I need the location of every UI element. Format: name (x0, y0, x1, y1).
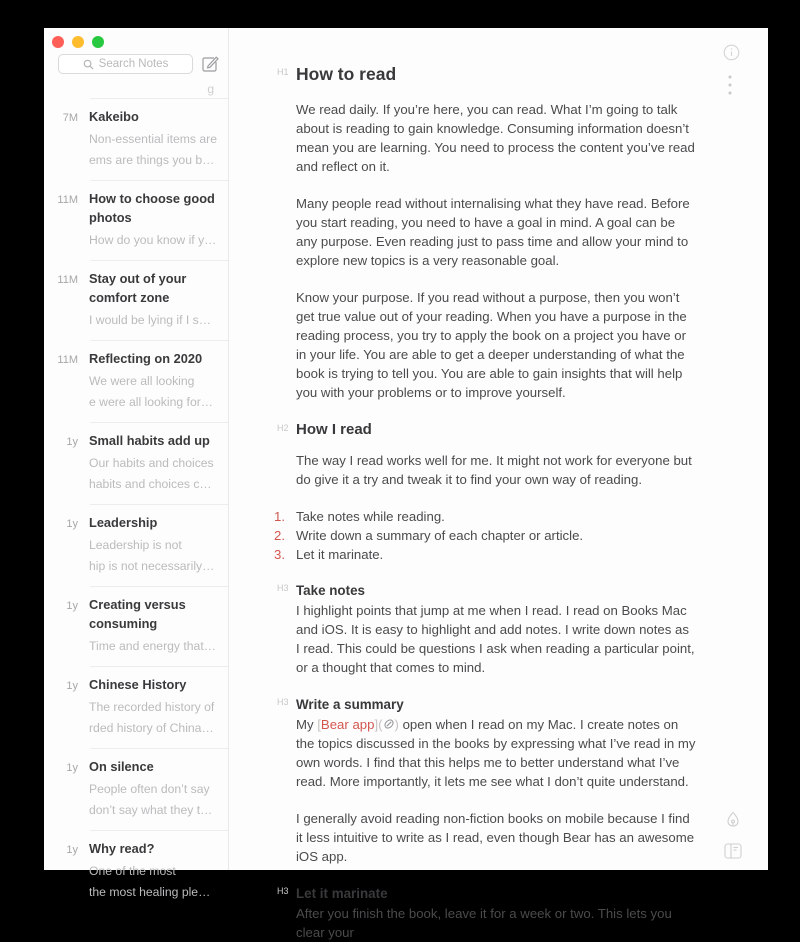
search-input[interactable] (58, 54, 193, 74)
note-list-item[interactable] (44, 505, 228, 586)
compose-icon (200, 54, 220, 74)
heading-marker: H3 (277, 886, 289, 896)
note-list (44, 80, 228, 912)
note-title: Small habits add up (89, 433, 210, 448)
note-title: Chinese History (89, 677, 187, 692)
list-item-number: 3. (274, 547, 285, 562)
note-list-item[interactable] (44, 99, 228, 180)
note-time: 11M (57, 274, 78, 286)
note-title: Kakeibo (89, 109, 139, 124)
search-icon (83, 59, 94, 70)
heading-text: How I read (296, 421, 372, 438)
note-time: 11M (57, 194, 78, 206)
search-placeholder: Search Notes (98, 58, 169, 70)
paragraph-text: My (296, 717, 318, 732)
note-preview: One of the most the most healing ple… (89, 864, 211, 899)
info-icon (723, 44, 740, 61)
minimize-button[interactable] (72, 36, 84, 48)
note-title: Stay out of your comfort zone (89, 271, 187, 305)
note-title: Why read? (89, 841, 155, 856)
search-row (58, 54, 220, 74)
note-time: 1y (66, 436, 78, 448)
markdown-bracket: ]( (374, 717, 383, 732)
note-title: Leadership (89, 515, 158, 530)
list-item (274, 545, 696, 564)
compose-button[interactable] (200, 54, 220, 74)
link-icon[interactable] (383, 718, 395, 730)
bear-app-link[interactable]: Bear app (320, 717, 375, 732)
paragraph: I highlight points that jump at me when I read. I read on Books Mac and iOS. It is easy to highlight and add notes. I write down notes as I read. This could be questions I ask when reading a particular point, or a thought that comes to mind. (296, 603, 695, 675)
markdown-bracket: [ (317, 717, 321, 732)
note-time: 1y (66, 518, 78, 530)
note-list-item[interactable] (44, 423, 228, 504)
heading-h3 (277, 695, 696, 714)
note-list-item[interactable] (44, 261, 228, 340)
paragraph: We read daily. If you’re here, you can read. What I’m going to talk about is reading to gain knowledge. Consuming information doesn’t mean you are learning. You need to process the content you’ve read and reflect on it. (296, 102, 695, 174)
heading-h3 (277, 581, 696, 600)
pen-icon (724, 811, 742, 831)
paragraph (296, 715, 696, 791)
paragraph: I generally avoid reading non-fiction books on mobile because I find it less intuitive to write as I read, even though Bear has an awesome iOS app. (296, 811, 695, 864)
note-time: 1y (66, 680, 78, 692)
info-button[interactable] (723, 44, 740, 61)
note-preview: We were all looking e were all looking for… (89, 374, 213, 409)
paragraph-text: open when I read on my Mac. I create notes on the topics discussed in the books by expressing what I’ve read in my own words. I find that this helps me to better understand what I’ve read. More importantly, it lets me see what I don’t quite understand. (296, 717, 696, 789)
list-item (274, 507, 696, 526)
note-time: 1y (66, 844, 78, 856)
note-time: 1y (66, 600, 78, 612)
paragraph: After you finish the book, leave it for a week or two. This lets you clear your (296, 906, 672, 940)
heading-h3 (277, 884, 696, 903)
note-preview: How do you know if y… (89, 233, 217, 247)
note-time: 7M (62, 112, 78, 124)
close-button[interactable] (52, 36, 64, 48)
list-item-number: 2. (274, 528, 285, 543)
note-list-item[interactable] (44, 587, 228, 666)
heading-h2 (277, 420, 696, 440)
window-controls (52, 36, 104, 48)
list-item (274, 526, 696, 545)
ellipsis-icon (727, 74, 733, 96)
note-title: Creating versus consuming (89, 597, 186, 631)
heading-marker: H2 (277, 423, 289, 433)
paragraph: Many people read without internalising what they have read. Before you start reading, you need to have a goal in mind. A goal can be any purpose. Even reading just to pass time and allow your mind to explore new topics is a very reasonable goal. (296, 196, 690, 268)
note-preview: Leadership is not hip is not necessarily… (89, 538, 215, 573)
note-title: Reflecting on 2020 (89, 351, 203, 366)
note-preview: Our habits and choices habits and choices c… (89, 456, 214, 491)
editor[interactable] (229, 28, 768, 940)
heading-marker: H3 (277, 583, 289, 593)
note-list-item[interactable] (44, 181, 228, 260)
note-list-item[interactable] (44, 749, 228, 830)
markdown-bracket: ) (394, 717, 399, 732)
note-time: 11M (57, 354, 78, 366)
note-preview: The recorded history of rded history of China… (89, 700, 215, 735)
note-preview: People often don’t say don’t say what they t… (89, 782, 213, 817)
partial-note-preview: g (207, 82, 214, 96)
note-content[interactable] (274, 62, 696, 942)
heading-marker: H1 (277, 67, 289, 77)
heading-text: Let it marinate (296, 886, 388, 901)
note-title: On silence (89, 759, 154, 774)
note-preview: I would be lying if I s… (89, 313, 211, 327)
editor-mode-button[interactable] (724, 811, 742, 831)
note-list-partial-item[interactable] (44, 80, 228, 98)
zoom-button[interactable] (92, 36, 104, 48)
heading-marker: H3 (277, 697, 289, 707)
heading-text: Write a summary (296, 697, 404, 712)
list-item-text: Let it marinate. (296, 547, 384, 562)
more-options-button[interactable] (727, 74, 733, 96)
note-list-item[interactable] (44, 667, 228, 748)
sidebar (44, 28, 229, 899)
ordered-list (274, 507, 696, 564)
note-preview: Time and energy that… (89, 639, 216, 653)
app-window (44, 28, 768, 940)
heading-text: How to read (296, 64, 397, 84)
list-item-text: Write down a summary of each chapter or article. (296, 528, 584, 543)
list-item-number: 1. (274, 509, 285, 524)
note-time: 1y (66, 762, 78, 774)
paragraph: The way I read works well for me. It might not work for everyone but do give it a try and tweak it to find your own way of reading. (296, 453, 692, 487)
note-title: How to choose good photos (89, 191, 215, 225)
panel-toggle-icon (724, 843, 742, 859)
list-item-text: Take notes while reading. (296, 509, 445, 524)
note-list-item[interactable] (44, 341, 228, 422)
note-preview: Non-essential items are ems are things you b… (89, 132, 218, 167)
heading-text: Take notes (296, 583, 365, 598)
paragraph: Know your purpose. If you read without a purpose, then you won’t get true value out of your reading. When you have a purpose in the reading process, you try to apply the book on a project you have or in your life. You are able to get a deeper understanding of what the book is trying to tell you. You are able to gain insights that will help you with your problems or to improve yourself. (296, 290, 687, 400)
note-list-item[interactable] (44, 831, 228, 912)
heading-h1 (277, 62, 696, 86)
panel-toggle-button[interactable] (724, 843, 742, 859)
